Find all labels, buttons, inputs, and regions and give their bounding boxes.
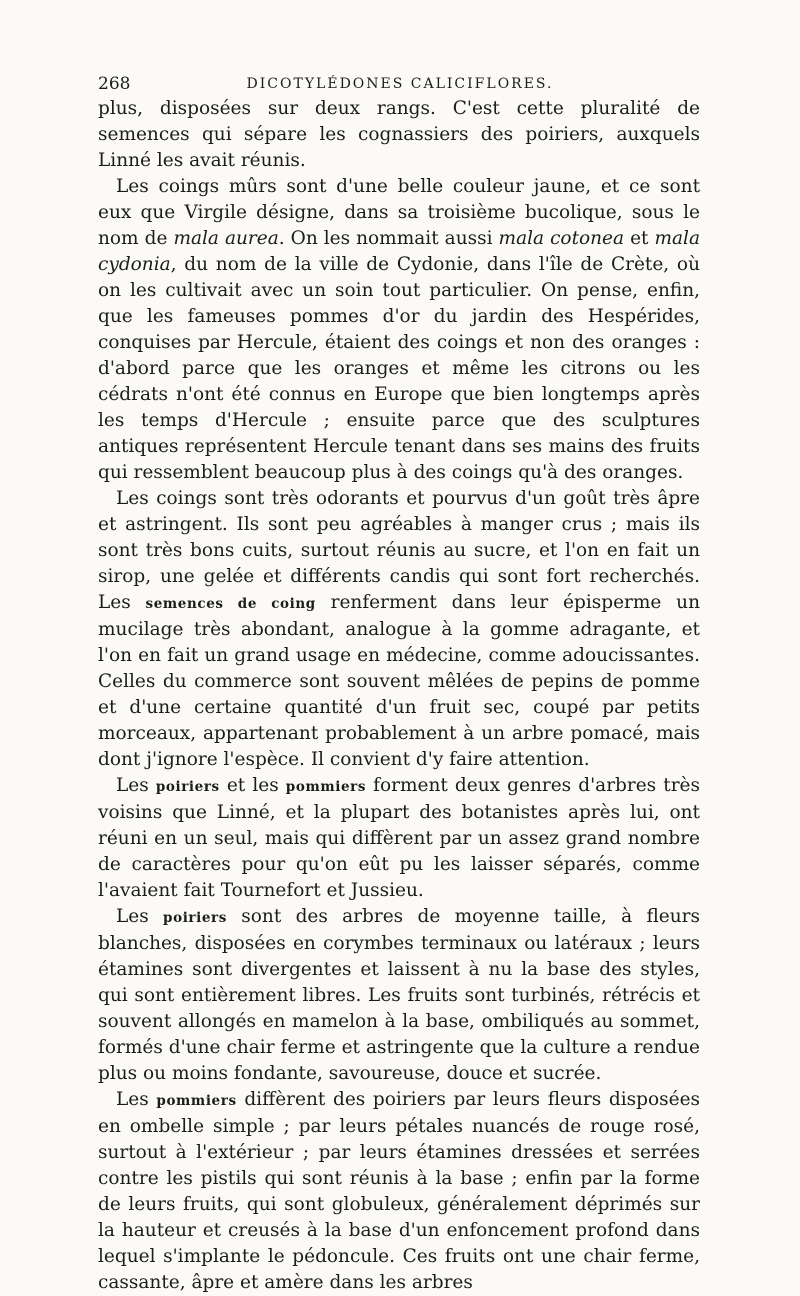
- latin-term: mala aurea: [173, 228, 279, 249]
- running-title: DICOTYLÉDONES CALICIFLORES.: [246, 76, 554, 92]
- text-run: Les: [116, 1089, 157, 1110]
- text-run: Les coings mûrs sont d'une belle couleur jaune, et ce sont eux que Virgile désigne, dans sa troisième bucolique, sous le nom de: [98, 176, 700, 249]
- keyword: pommiers: [156, 1093, 237, 1109]
- text-run: Les coings sont très odorants et pourvus d'un goût très âpre et astringent. Ils sont peu agréables à manger crus ; mais ils sont très bons cuits, surtout réunis au sucre, et l'on en fait un sirop, une gelée et différents candis qui sont fort recherchés. Les: [98, 488, 700, 613]
- paragraph-1: [98, 96, 700, 174]
- text-run: , du nom de la ville de Cydonie, dans l'île de Crète, où on les cultivait avec un soin tout particulier. On pense, enfin, que les fameuses pommes d'or du jardin des Hespérides, conquises par Hercule, étaient des coings et non des oranges : d'abord parce que les oranges et même les citrons ou les cédrats n'ont été connus en Europe que bien longtemps après les temps d'Hercule ; ensuite parce que des sculptures antiques représentent Hercule tenant dans ses mains des fruits qui ressemblent beaucoup plus à des coings qu'à des oranges.: [98, 254, 700, 483]
- text-run: et: [624, 228, 655, 249]
- paragraph-5: [98, 904, 700, 1087]
- keyword: pommiers: [285, 779, 367, 795]
- latin-term: mala cotonea: [498, 228, 625, 249]
- keyword: semences de coing: [145, 596, 316, 612]
- text-run: forment deux genres d'arbres très voisins que Linné, et la plupart des botanistes après lui, ont réuni en un seul, mais qui diffèrent par un assez grand nombre de caractères pour qu'on eût pu les laisser séparés, comme l'avaient fait Tournefort et Jussieu.: [98, 775, 700, 901]
- text-run: diffèrent des poiriers par leurs fleurs disposées en ombelle simple ; par leurs pétales nuancés de rouge rosé, surtout à l'extérieur ; par leurs étamines dressées et serrées contre les pistils qui sont réunis à la base ; enfin par la forme de leurs fruits, qui sont globuleux, généralement déprimés sur la hauteur et creusés à la base d'un enfoncement profond dans lequel s'implante le pédoncule. Ces fruits ont une chair ferme, cassante, âpre et amère dans les arbres: [98, 1089, 701, 1293]
- page-header: [98, 72, 702, 96]
- page-number: 268: [98, 74, 131, 94]
- text-run: renferment dans leur épisperme un mucilage très abondant, analogue à la gomme adragante, et l'on en fait un grand usage en médecine, comme adoucissantes. Celles du commerce sont souvent mêlées de pepins de pomme et d'une certaine quantité d'un fruit sec, coupé par petits morceaux, appartenant probablement à un arbre pomacé, mais dont j'ignore l'espèce. Il convient d'y faire attention.: [98, 592, 700, 770]
- paragraph-6: [98, 1087, 700, 1296]
- paragraph-2: [98, 174, 700, 486]
- body-text: [98, 96, 700, 1296]
- text-run: et les: [219, 775, 286, 796]
- paragraph-3: [98, 486, 700, 773]
- text-run: Les: [116, 775, 156, 796]
- text-run: . On les nommait aussi: [278, 228, 499, 249]
- paragraph-4: [98, 773, 700, 904]
- text-run: Les: [116, 906, 164, 927]
- keyword: poiriers: [163, 910, 227, 926]
- keyword: poiriers: [155, 779, 220, 795]
- paragraph-text: plus, disposées sur deux rangs. C'est cette pluralité de semences qui sépare les cognassiers des poiriers, auxquels Linné les avait réunis.: [98, 98, 700, 171]
- latin-term: mala cydonia: [98, 228, 700, 275]
- text-run: sont des arbres de moyenne taille, à fleurs blanches, disposées en corymbes terminaux ou latéraux ; leurs étamines sont divergentes et laissent à nu la base des styles, qui sont entièrement libres. Les fruits sont turbinés, rétrécis et souvent allongés en mamelon à la base, ombiliqués au sommet, formés d'une chair ferme et astringente que la culture a rendue plus ou moins fondante, savoureuse, douce et sucrée.: [98, 906, 700, 1084]
